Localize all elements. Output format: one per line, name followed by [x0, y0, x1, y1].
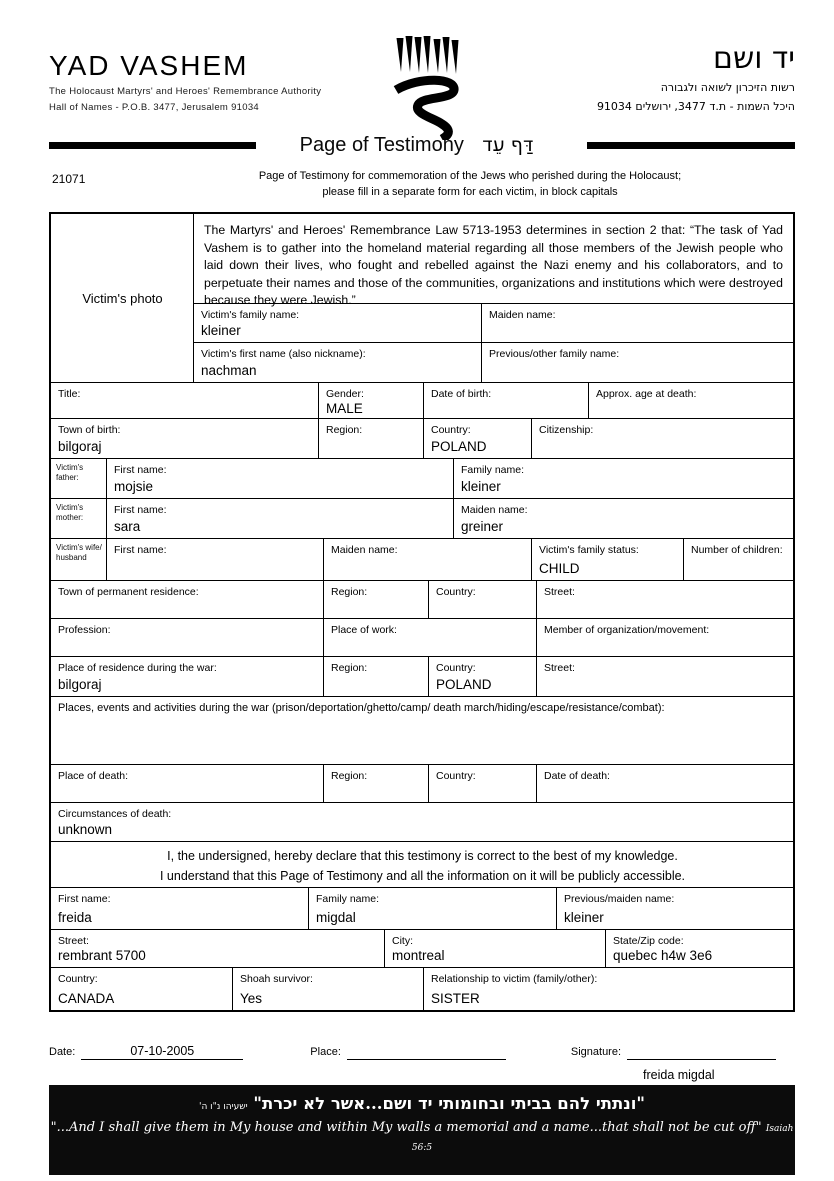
mother-maiden-name-label: Maiden name:	[461, 504, 528, 516]
submitter-zip-label: State/Zip code:	[613, 935, 684, 947]
date-of-death-label: Date of death:	[544, 770, 610, 782]
father-first-name-value: mojsie	[114, 479, 154, 494]
org-subtitle-1-hebrew: רשות הזיכרון לשואה ולגבורה	[660, 81, 795, 94]
previous-family-name-label: Previous/other family name:	[489, 348, 620, 360]
signature-name: freida migdal	[643, 1068, 715, 1082]
field-death-country	[429, 765, 537, 802]
profession-label: Profession:	[58, 624, 111, 636]
form-number: 21071	[52, 172, 86, 186]
victim-first-name-value: nachman	[201, 363, 257, 378]
yad-vashem-menorah-logo	[392, 36, 462, 136]
town-of-birth-value: bilgoraj	[58, 439, 102, 454]
field-residence-street	[537, 581, 793, 618]
title-rule-right	[587, 142, 795, 149]
field-death-region	[324, 765, 429, 802]
submitter-first-name-label: First name:	[58, 893, 111, 905]
submitter-city-value: montreal	[392, 948, 445, 963]
victim-family-name-label: Victim's family name:	[201, 309, 300, 321]
residence-street-label: Street:	[544, 586, 575, 598]
submitter-family-name-label: Family name:	[316, 893, 380, 905]
mother-maiden-name-value: greiner	[461, 519, 504, 534]
field-war-residence	[51, 657, 324, 696]
org-header-english	[49, 50, 321, 114]
relationship-label: Relationship to victim (family/other):	[431, 973, 598, 985]
remembrance-law-text: The Martyrs' and Heroes' Remembrance Law 5713-1953 determines in section 2 that: “The task of Yad Vashem is to gather into the homeland material regarding all those members of the Jewish people who laid down their lives, who fought and rebelled against the Nazi enemy and his collaborators, and to perpetuate their names and those of the communities, organizations and institutions which were destroyed because they were Jewish.”	[194, 214, 793, 304]
submitter-first-name-value: freida	[58, 910, 92, 925]
date-label: Date:	[49, 1046, 76, 1058]
death-country-label: Country:	[436, 770, 476, 782]
organization-label: Member of organization/movement:	[544, 624, 710, 636]
signature-row	[49, 1044, 795, 1082]
date-of-birth-label: Date of birth:	[431, 388, 492, 400]
field-age-at-death	[589, 383, 793, 418]
spouse-maiden-name-label: Maiden name:	[331, 544, 398, 556]
birth-country-label: Country:	[431, 424, 471, 436]
field-gender	[319, 383, 424, 418]
quote-hebrew	[49, 1085, 795, 1118]
date-line: 07-10-2005	[81, 1044, 243, 1060]
field-place-of-death	[51, 765, 324, 802]
gender-value: MALE	[326, 401, 363, 416]
submitter-country-label: Country:	[58, 973, 98, 985]
field-submitter-city	[385, 930, 606, 967]
submitter-street-value: rembrant 5700	[58, 948, 146, 963]
field-submitter-first-name	[51, 888, 309, 929]
age-at-death-label: Approx. age at death:	[596, 388, 697, 400]
mother-first-name-value: sara	[114, 519, 141, 534]
victim-photo-label: Victim's photo	[82, 290, 163, 306]
declaration-line-1: I, the undersigned, hereby declare that this testimony is correct to the best of my knowledge.	[167, 849, 678, 863]
victim-maiden-name-label: Maiden name:	[489, 309, 556, 321]
org-subtitle-2: Hall of Names - P.O.B. 3477, Jerusalem 91034	[49, 102, 259, 113]
town-of-residence-label: Town of permanent residence:	[58, 586, 199, 598]
gender-label: Gender:	[326, 388, 364, 400]
field-family-status	[532, 539, 684, 580]
quote-english-text: "...And I shall give them in My house and within My walls a memorial and a name...that shall not be cut off"	[50, 1120, 762, 1135]
field-previous-family-name	[482, 343, 793, 382]
field-town-of-residence	[51, 581, 324, 618]
father-row-label: Victim's father:	[51, 459, 107, 498]
circumstances-of-death-label: Circumstances of death:	[58, 808, 172, 820]
title-label: Title:	[58, 388, 81, 400]
field-citizenship	[532, 419, 793, 458]
field-submitter-street	[51, 930, 385, 967]
org-subtitle-1: The Holocaust Martyrs' and Heroes' Remembrance Authority	[49, 86, 322, 97]
field-victim-maiden-name	[482, 304, 793, 342]
quote-english-source: Isaiah 56:5	[411, 1124, 794, 1153]
field-profession	[51, 619, 324, 656]
quote-english	[49, 1119, 795, 1157]
field-birth-country	[424, 419, 532, 458]
subtitle-line-1: Page of Testimony for commemoration of the Jews who perished during the Holocaust;	[258, 170, 682, 182]
mother-row-label: Victim's mother:	[51, 499, 107, 538]
residence-country-label: Country:	[436, 586, 476, 598]
field-mother-maiden-name	[454, 499, 793, 538]
field-war-region	[324, 657, 429, 696]
field-father-family-name	[454, 459, 793, 498]
subtitle-line-2: please fill in a separate form for each victim, in block capitals	[322, 186, 618, 198]
submitter-street-label: Street:	[58, 935, 89, 947]
org-name-hebrew: יד ושם	[713, 41, 795, 76]
title-rule-left	[49, 142, 256, 149]
field-victim-family-name	[194, 304, 482, 342]
field-mother-first-name	[107, 499, 454, 538]
spouse-row-label: Victim's wife/ husband	[51, 539, 107, 580]
family-status-value: CHILD	[539, 561, 580, 576]
mother-first-name-label: First name:	[114, 504, 167, 516]
field-birth-region	[319, 419, 424, 458]
place-line	[347, 1058, 506, 1060]
page-title-english: Page of Testimony	[299, 134, 464, 156]
family-status-label: Victim's family status:	[539, 544, 639, 556]
declaration-line-2: I understand that this Page of Testimony and all the information on it will be publicly accessible.	[159, 869, 686, 883]
field-residence-region	[324, 581, 429, 618]
war-country-label: Country:	[436, 662, 476, 674]
war-events-label: Places, events and activities during the war (prison/deportation/ghetto/camp/ death march/hiding/escape/resistance/combat):	[58, 702, 665, 714]
field-organization	[537, 619, 793, 656]
field-submitter-previous-name	[557, 888, 793, 929]
spouse-first-name-label: First name:	[114, 544, 167, 556]
title-band	[49, 134, 795, 157]
submitter-family-name-value: migdal	[316, 910, 356, 925]
field-place-of-work	[324, 619, 537, 656]
shoah-survivor-value: Yes	[240, 991, 263, 1006]
field-submitter-zip	[606, 930, 793, 967]
testimony-form-table	[49, 212, 795, 1012]
war-residence-value: bilgoraj	[58, 677, 102, 692]
war-residence-label: Place of residence during the war:	[58, 662, 217, 674]
place-of-work-label: Place of work:	[331, 624, 397, 636]
field-father-first-name	[107, 459, 454, 498]
war-country-value: POLAND	[436, 677, 492, 692]
father-family-name-value: kleiner	[461, 479, 501, 494]
place-of-death-label: Place of death:	[58, 770, 129, 782]
field-victim-first-name	[194, 343, 482, 382]
submitter-previous-name-value: kleiner	[564, 910, 604, 925]
org-name: YAD VASHEM	[49, 50, 249, 81]
field-town-of-birth	[51, 419, 319, 458]
quote-hebrew-text: "ונתתי להם בביתי ובחומותי יד ושם...אשר לא יכרת"	[253, 1094, 646, 1113]
birth-region-label: Region:	[326, 424, 363, 436]
citizenship-label: Citizenship:	[539, 424, 594, 436]
war-region-label: Region:	[331, 662, 368, 674]
town-of-birth-label: Town of birth:	[58, 424, 121, 436]
death-region-label: Region:	[331, 770, 368, 782]
submitter-city-label: City:	[392, 935, 413, 947]
circumstances-of-death-value: unknown	[58, 822, 113, 837]
field-submitter-country	[51, 968, 233, 1010]
field-war-street	[537, 657, 793, 696]
victim-first-name-label: Victim's first name (also nickname):	[201, 348, 366, 360]
war-street-label: Street:	[544, 662, 575, 674]
field-residence-country	[429, 581, 537, 618]
isaiah-quote-banner	[49, 1085, 795, 1175]
victim-photo-box	[51, 214, 194, 382]
signature-line	[627, 1058, 776, 1060]
field-war-country	[429, 657, 537, 696]
org-header-hebrew	[597, 42, 795, 114]
shoah-survivor-label: Shoah survivor:	[240, 973, 313, 985]
submitter-country-value: CANADA	[58, 991, 115, 1006]
birth-country-value: POLAND	[431, 439, 487, 454]
field-shoah-survivor	[233, 968, 424, 1010]
quote-hebrew-source: ישעיהו נ"ו ה'	[198, 1102, 248, 1112]
field-date-of-birth	[424, 383, 589, 418]
field-title	[51, 383, 319, 418]
menorah-icon	[392, 36, 462, 140]
submitter-zip-value: quebec h4w 3e6	[613, 948, 713, 963]
place-label: Place:	[310, 1046, 341, 1058]
field-spouse-first-name	[107, 539, 324, 580]
residence-region-label: Region:	[331, 586, 368, 598]
field-date-of-death	[537, 765, 793, 802]
field-relationship	[424, 968, 793, 1010]
declaration-text	[51, 842, 793, 887]
number-of-children-label: Number of children:	[691, 544, 783, 556]
field-submitter-family-name	[309, 888, 557, 929]
field-number-of-children	[684, 539, 793, 580]
org-subtitle-2-hebrew: היכל השמות - ת.ד 3477, ירושלים 91034	[596, 100, 795, 113]
father-family-name-label: Family name:	[461, 464, 525, 476]
field-war-events	[51, 697, 793, 764]
field-spouse-maiden-name	[324, 539, 532, 580]
father-first-name-label: First name:	[114, 464, 167, 476]
page-title	[256, 134, 587, 157]
signature-label: Signature:	[570, 1046, 622, 1058]
form-subtitle	[190, 168, 750, 200]
relationship-value: SISTER	[431, 991, 480, 1006]
victim-family-name-value: kleiner	[201, 323, 241, 338]
field-circumstances-of-death	[51, 803, 793, 841]
page-title-hebrew: דַּף עֵד	[482, 134, 534, 156]
submitter-previous-name-label: Previous/maiden name:	[564, 893, 675, 905]
